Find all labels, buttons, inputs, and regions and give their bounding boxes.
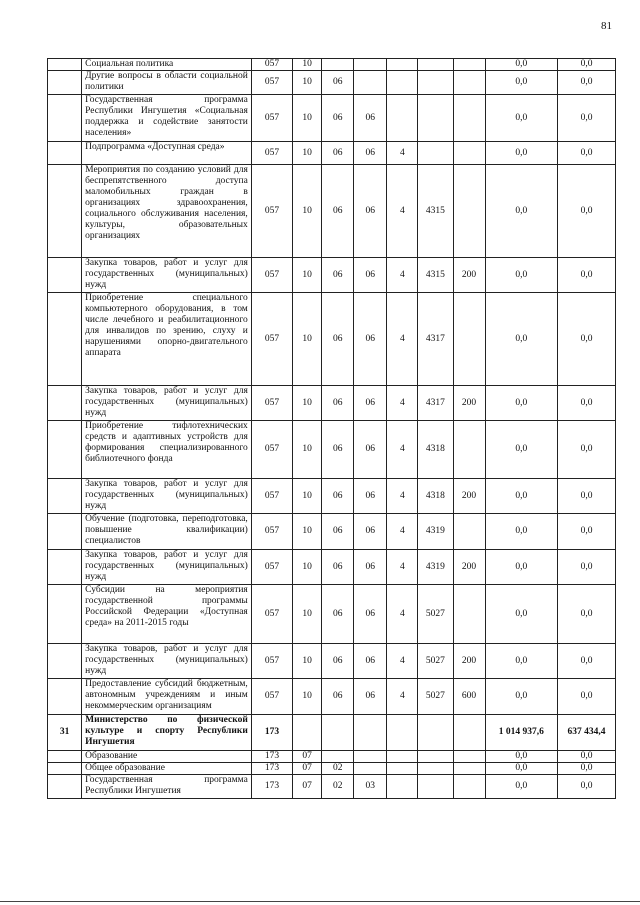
table-row — [48, 751, 616, 763]
row-name-cell: Предоставление субсидий бюджетным, автономным учреждениям и иным некоммерческим организациям — [82, 679, 252, 715]
row-c5-cell — [387, 775, 418, 799]
row-c4-cell: 06 — [354, 550, 387, 585]
row-c5-cell: 4 — [387, 165, 418, 258]
table-row — [48, 679, 616, 715]
row-v1-cell: 0,0 — [485, 550, 557, 585]
row-c5-cell: 4 — [387, 514, 418, 550]
row-v2-cell: 0,0 — [558, 165, 616, 258]
row-no-cell — [48, 775, 82, 799]
row-c6-cell — [418, 59, 453, 71]
row-c3-cell: 06 — [322, 421, 354, 479]
row-name-cell: Министерство по физической культуре и спорту Республики Ингушетия — [82, 715, 252, 751]
row-c4-cell: 06 — [354, 514, 387, 550]
row-c4-cell: 06 — [354, 258, 387, 293]
row-c7-cell — [453, 165, 485, 258]
row-c1-cell: 057 — [251, 59, 292, 71]
row-c7-cell — [453, 59, 485, 71]
row-c5-cell: 4 — [387, 479, 418, 514]
row-no-cell — [48, 293, 82, 386]
row-v2-cell: 637 434,4 — [558, 715, 616, 751]
row-c3-cell: 06 — [322, 644, 354, 679]
row-v2-cell: 0,0 — [558, 142, 616, 165]
row-c3-cell: 06 — [322, 71, 354, 95]
row-c6-cell: 4317 — [418, 293, 453, 386]
row-c2-cell: 10 — [293, 293, 322, 386]
row-c4-cell: 06 — [354, 679, 387, 715]
row-c5-cell: 4 — [387, 386, 418, 421]
page-bottom-line — [0, 901, 640, 902]
table-row — [48, 775, 616, 799]
row-v2-cell: 0,0 — [558, 775, 616, 799]
row-c5-cell: 4 — [387, 421, 418, 479]
row-c6-cell — [418, 715, 453, 751]
row-no-cell — [48, 644, 82, 679]
row-c6-cell: 4318 — [418, 479, 453, 514]
row-c7-cell: 200 — [453, 479, 485, 514]
row-c6-cell — [418, 95, 453, 142]
row-name-cell: Обучение (подготовка, переподготовка, повышение квалификации) специалистов — [82, 514, 252, 550]
row-c7-cell — [453, 142, 485, 165]
table-row — [48, 59, 616, 71]
row-name-cell: Социальная политика — [82, 59, 252, 71]
row-c4-cell: 06 — [354, 293, 387, 386]
row-v2-cell: 0,0 — [558, 386, 616, 421]
row-c5-cell: 4 — [387, 142, 418, 165]
row-c1-cell: 057 — [251, 514, 292, 550]
row-c5-cell: 4 — [387, 585, 418, 644]
row-c5-cell: 4 — [387, 293, 418, 386]
row-c5-cell — [387, 751, 418, 763]
row-c3-cell: 02 — [322, 775, 354, 799]
row-v1-cell: 0,0 — [485, 386, 557, 421]
table-row — [48, 293, 616, 386]
row-v2-cell: 0,0 — [558, 550, 616, 585]
row-no-cell — [48, 258, 82, 293]
row-c7-cell — [453, 293, 485, 386]
row-c5-cell: 4 — [387, 679, 418, 715]
row-v1-cell: 0,0 — [485, 421, 557, 479]
row-v2-cell: 0,0 — [558, 71, 616, 95]
row-c2-cell: 10 — [293, 679, 322, 715]
row-v2-cell: 0,0 — [558, 763, 616, 775]
row-c3-cell: 06 — [322, 550, 354, 585]
row-c1-cell: 057 — [251, 386, 292, 421]
row-c6-cell: 4318 — [418, 421, 453, 479]
row-c1-cell: 173 — [251, 763, 292, 775]
table-row — [48, 479, 616, 514]
row-c6-cell — [418, 71, 453, 95]
row-c1-cell: 057 — [251, 258, 292, 293]
row-v1-cell: 0,0 — [485, 585, 557, 644]
table-row — [48, 142, 616, 165]
row-name-cell: Подпрограмма «Доступная среда» — [82, 142, 252, 165]
row-v2-cell: 0,0 — [558, 514, 616, 550]
row-c6-cell: 4315 — [418, 258, 453, 293]
row-c2-cell: 10 — [293, 165, 322, 258]
row-no-cell — [48, 59, 82, 71]
row-no-cell — [48, 479, 82, 514]
row-name-cell: Приобретение тифлотехнических средств и адаптивных устройств для формирования специализированного библиотечного фонда — [82, 421, 252, 479]
table-row — [48, 386, 616, 421]
row-c7-cell: 200 — [453, 644, 485, 679]
row-c1-cell: 057 — [251, 95, 292, 142]
row-name-cell: Закупка товаров, работ и услуг для государственных (муниципальных) нужд — [82, 258, 252, 293]
row-c3-cell — [322, 715, 354, 751]
row-c6-cell: 4315 — [418, 165, 453, 258]
row-no-cell — [48, 679, 82, 715]
row-v2-cell: 0,0 — [558, 585, 616, 644]
row-c3-cell: 06 — [322, 258, 354, 293]
row-v2-cell: 0,0 — [558, 479, 616, 514]
row-c2-cell: 10 — [293, 59, 322, 71]
row-no-cell: 31 — [48, 715, 82, 751]
row-c1-cell: 057 — [251, 293, 292, 386]
row-c4-cell: 06 — [354, 386, 387, 421]
row-c3-cell: 06 — [322, 514, 354, 550]
row-c1-cell: 057 — [251, 421, 292, 479]
row-c7-cell — [453, 71, 485, 95]
row-v1-cell: 1 014 937,6 — [485, 715, 557, 751]
row-c2-cell: 10 — [293, 514, 322, 550]
row-c3-cell: 06 — [322, 95, 354, 142]
row-no-cell — [48, 95, 82, 142]
row-c4-cell — [354, 763, 387, 775]
table-row — [48, 514, 616, 550]
row-c5-cell — [387, 95, 418, 142]
row-no-cell — [48, 386, 82, 421]
table-row — [48, 165, 616, 258]
row-c1-cell: 173 — [251, 775, 292, 799]
row-name-cell: Закупка товаров, работ и услуг для государственных (муниципальных) нужд — [82, 644, 252, 679]
row-v1-cell: 0,0 — [485, 751, 557, 763]
table-row — [48, 95, 616, 142]
row-no-cell — [48, 142, 82, 165]
row-no-cell — [48, 763, 82, 775]
row-c1-cell: 057 — [251, 550, 292, 585]
row-c7-cell — [453, 421, 485, 479]
row-c1-cell: 057 — [251, 679, 292, 715]
row-c7-cell: 200 — [453, 258, 485, 293]
row-v2-cell: 0,0 — [558, 679, 616, 715]
table-row — [48, 763, 616, 775]
row-name-cell: Закупка товаров, работ и услуг для государственных (муниципальных) нужд — [82, 550, 252, 585]
row-no-cell — [48, 71, 82, 95]
row-v1-cell: 0,0 — [485, 59, 557, 71]
row-c2-cell: 10 — [293, 95, 322, 142]
row-c2-cell: 07 — [293, 763, 322, 775]
row-c2-cell: 10 — [293, 421, 322, 479]
row-c5-cell — [387, 715, 418, 751]
table-row — [48, 585, 616, 644]
row-c3-cell: 06 — [322, 165, 354, 258]
row-v1-cell: 0,0 — [485, 258, 557, 293]
row-no-cell — [48, 585, 82, 644]
row-c1-cell: 057 — [251, 479, 292, 514]
row-c6-cell — [418, 751, 453, 763]
row-name-cell: Приобретение специального компьютерного оборудования, в том числе лечебного и реабилитационного для инвалидов по зрению, слуху и нарушениями опорно-двигательного аппарата — [82, 293, 252, 386]
page-number: 81 — [601, 20, 612, 32]
row-name-cell: Другие вопросы в области социальной политики — [82, 71, 252, 95]
row-c6-cell — [418, 142, 453, 165]
row-name-cell: Мероприятия по созданию условий для беспрепятственного доступа маломобильных граждан в организациях здравоохранения, социального обслуживания населения, культуры, образовательных организациях — [82, 165, 252, 258]
row-c4-cell — [354, 715, 387, 751]
row-no-cell — [48, 514, 82, 550]
row-c2-cell: 10 — [293, 585, 322, 644]
table-row — [48, 71, 616, 95]
row-c4-cell: 06 — [354, 421, 387, 479]
row-name-cell: Закупка товаров, работ и услуг для государственных (муниципальных) нужд — [82, 479, 252, 514]
row-c1-cell: 057 — [251, 644, 292, 679]
row-c7-cell — [453, 775, 485, 799]
row-v1-cell: 0,0 — [485, 514, 557, 550]
row-v1-cell: 0,0 — [485, 763, 557, 775]
row-c7-cell — [453, 95, 485, 142]
row-v2-cell: 0,0 — [558, 95, 616, 142]
row-name-cell: Государственная программа Республики Ингушетия — [82, 775, 252, 799]
row-c1-cell: 057 — [251, 165, 292, 258]
row-c3-cell: 06 — [322, 142, 354, 165]
row-c2-cell: 10 — [293, 258, 322, 293]
row-v2-cell: 0,0 — [558, 258, 616, 293]
row-no-cell — [48, 550, 82, 585]
row-c7-cell — [453, 514, 485, 550]
row-c5-cell — [387, 763, 418, 775]
row-v2-cell: 0,0 — [558, 644, 616, 679]
row-c4-cell: 06 — [354, 142, 387, 165]
row-name-cell: Общее образование — [82, 763, 252, 775]
row-c5-cell — [387, 71, 418, 95]
row-c7-cell: 600 — [453, 679, 485, 715]
row-c3-cell: 02 — [322, 763, 354, 775]
row-c2-cell: 10 — [293, 71, 322, 95]
row-c3-cell — [322, 751, 354, 763]
row-c3-cell: 06 — [322, 479, 354, 514]
row-c6-cell: 4319 — [418, 514, 453, 550]
row-c1-cell: 057 — [251, 585, 292, 644]
row-c1-cell: 173 — [251, 715, 292, 751]
row-c5-cell: 4 — [387, 258, 418, 293]
row-c6-cell: 4317 — [418, 386, 453, 421]
row-c4-cell: 06 — [354, 644, 387, 679]
budget-table — [47, 58, 616, 799]
row-v2-cell: 0,0 — [558, 751, 616, 763]
row-no-cell — [48, 421, 82, 479]
row-c5-cell — [387, 59, 418, 71]
row-v2-cell: 0,0 — [558, 59, 616, 71]
row-c1-cell: 057 — [251, 142, 292, 165]
row-c6-cell — [418, 763, 453, 775]
row-v1-cell: 0,0 — [485, 71, 557, 95]
row-c3-cell: 06 — [322, 679, 354, 715]
row-c4-cell — [354, 71, 387, 95]
row-c2-cell: 07 — [293, 751, 322, 763]
row-c5-cell: 4 — [387, 550, 418, 585]
row-c2-cell: 10 — [293, 479, 322, 514]
row-v1-cell: 0,0 — [485, 479, 557, 514]
row-c4-cell — [354, 59, 387, 71]
row-no-cell — [48, 165, 82, 258]
row-v1-cell: 0,0 — [485, 679, 557, 715]
row-c6-cell: 5027 — [418, 585, 453, 644]
row-name-cell: Закупка товаров, работ и услуг для государственных (муниципальных) нужд — [82, 386, 252, 421]
row-c4-cell: 06 — [354, 585, 387, 644]
table-row — [48, 715, 616, 751]
row-name-cell: Государственная программа Республики Ингушетия «Социальная поддержка и содействие занятости населения» — [82, 95, 252, 142]
row-name-cell: Образование — [82, 751, 252, 763]
table-row — [48, 644, 616, 679]
row-c2-cell: 10 — [293, 142, 322, 165]
row-no-cell — [48, 751, 82, 763]
row-c6-cell: 5027 — [418, 679, 453, 715]
row-c2-cell: 10 — [293, 386, 322, 421]
row-c3-cell: 06 — [322, 293, 354, 386]
row-c3-cell — [322, 59, 354, 71]
row-c7-cell: 200 — [453, 550, 485, 585]
row-c7-cell — [453, 715, 485, 751]
row-c7-cell — [453, 585, 485, 644]
row-c7-cell — [453, 763, 485, 775]
table-row — [48, 550, 616, 585]
row-c3-cell: 06 — [322, 386, 354, 421]
row-v1-cell: 0,0 — [485, 644, 557, 679]
table-row — [48, 258, 616, 293]
row-c4-cell: 03 — [354, 775, 387, 799]
row-c2-cell: 07 — [293, 775, 322, 799]
row-c6-cell — [418, 775, 453, 799]
table-row — [48, 421, 616, 479]
row-v1-cell: 0,0 — [485, 95, 557, 142]
row-v1-cell: 0,0 — [485, 142, 557, 165]
row-c4-cell: 06 — [354, 165, 387, 258]
row-c2-cell: 10 — [293, 550, 322, 585]
row-v2-cell: 0,0 — [558, 293, 616, 386]
row-v1-cell: 0,0 — [485, 775, 557, 799]
row-c1-cell: 057 — [251, 71, 292, 95]
row-c3-cell: 06 — [322, 585, 354, 644]
row-v1-cell: 0,0 — [485, 293, 557, 386]
row-c5-cell: 4 — [387, 644, 418, 679]
row-c4-cell — [354, 751, 387, 763]
row-c6-cell: 5027 — [418, 644, 453, 679]
row-c2-cell: 10 — [293, 644, 322, 679]
row-c7-cell: 200 — [453, 386, 485, 421]
row-c2-cell — [293, 715, 322, 751]
row-v2-cell: 0,0 — [558, 421, 616, 479]
row-c4-cell: 06 — [354, 479, 387, 514]
row-c6-cell: 4319 — [418, 550, 453, 585]
row-name-cell: Субсидии на мероприятия государственной программы Российской Федерации «Доступная среда» на 2011-2015 годы — [82, 585, 252, 644]
row-c1-cell: 173 — [251, 751, 292, 763]
row-c7-cell — [453, 751, 485, 763]
row-c4-cell: 06 — [354, 95, 387, 142]
row-v1-cell: 0,0 — [485, 165, 557, 258]
